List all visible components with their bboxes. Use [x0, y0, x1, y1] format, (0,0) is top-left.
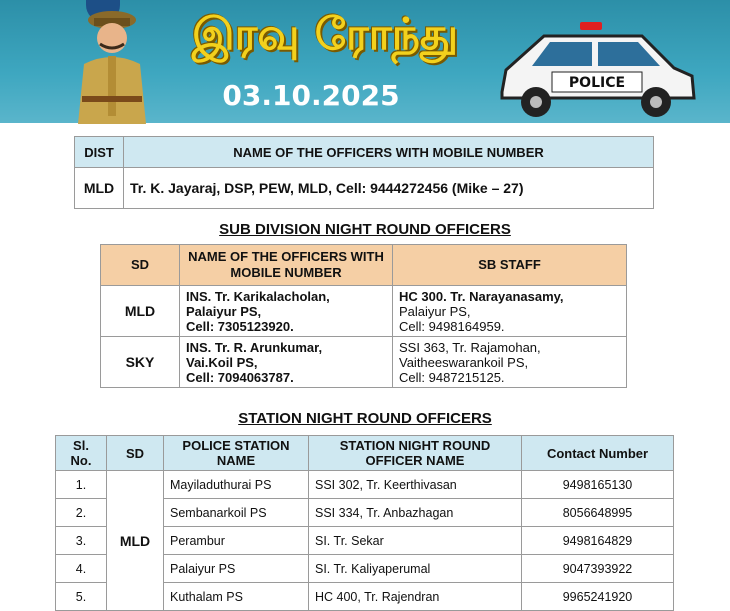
table-row	[56, 471, 674, 499]
contact-cell: 9498165130	[522, 471, 674, 499]
column-header-station: POLICE STATION NAME	[164, 436, 309, 471]
officer-cell: SI. Tr. Sekar	[309, 527, 522, 555]
officer-line: Cell: 7094063787.	[186, 369, 294, 385]
officer-cell: SSI 302, Tr. Keerthivasan	[309, 471, 522, 499]
officer-cell: Tr. K. Jayaraj, DSP, PEW, MLD, Cell: 9444272456 (Mike – 27)	[124, 168, 654, 209]
staff-line: Palaiyur PS,	[399, 303, 471, 319]
station-table	[55, 435, 674, 611]
table-row	[75, 168, 654, 209]
station-heading: STATION NIGHT ROUND OFFICERS	[238, 410, 492, 427]
subdivision-heading: SUB DIVISION NIGHT ROUND OFFICERS	[219, 221, 511, 238]
officer-line: Palaiyur PS,	[186, 303, 262, 319]
slno-cell: 5.	[56, 583, 107, 611]
staff-cell	[393, 286, 627, 337]
report-date: 03.10.2025	[222, 79, 400, 112]
column-header-officers: NAME OF THE OFFICERS WITH MOBILE NUMBER	[124, 137, 654, 168]
station-cell: Mayiladuthurai PS	[164, 471, 309, 499]
column-header-officers: NAME OF THE OFFICERS WITH MOBILE NUMBER	[180, 245, 393, 286]
table-row	[101, 286, 627, 337]
staff-line: Cell: 9487215125.	[399, 369, 505, 385]
district-table	[74, 136, 654, 209]
officer-line: Vai.Koil PS,	[186, 354, 258, 370]
station-cell: Perambur	[164, 527, 309, 555]
station-cell: Palaiyur PS	[164, 555, 309, 583]
staff-line: HC 300. Tr. Narayanasamy,	[399, 288, 564, 304]
sd-cell: MLD	[101, 286, 180, 337]
contact-cell: 9498164829	[522, 527, 674, 555]
slno-cell: 3.	[56, 527, 107, 555]
station-cell: Sembanarkoil PS	[164, 499, 309, 527]
sd-cell: SKY	[101, 337, 180, 388]
officer-line: Cell: 7305123920.	[186, 318, 294, 334]
staff-cell	[393, 337, 627, 388]
staff-line: SSI 363, Tr. Rajamohan,	[399, 339, 541, 355]
officer-cell: SSI 334, Tr. Anbazhagan	[309, 499, 522, 527]
slno-cell: 1.	[56, 471, 107, 499]
slno-cell: 4.	[56, 555, 107, 583]
header-banner	[0, 0, 730, 123]
sd-group-cell: MLD	[107, 471, 164, 611]
officer-cell	[180, 286, 393, 337]
dist-cell: MLD	[75, 168, 124, 209]
station-cell: Kuthalam PS	[164, 583, 309, 611]
table-row	[101, 337, 627, 388]
officer-cell: SI. Tr. Kaliyaperumal	[309, 555, 522, 583]
column-header-contact: Contact Number	[522, 436, 674, 471]
contact-cell: 9965241920	[522, 583, 674, 611]
police-car-icon	[492, 22, 700, 122]
officer-cell	[180, 337, 393, 388]
police-officer-icon	[64, 4, 160, 124]
officer-line: INS. Tr. Karikalacholan,	[186, 288, 330, 304]
column-header-officer: STATION NIGHT ROUND OFFICER NAME	[309, 436, 522, 471]
column-header-sd: SD	[107, 436, 164, 471]
slno-cell: 2.	[56, 499, 107, 527]
staff-line: Vaitheeswarankoil PS,	[399, 354, 529, 370]
column-header-slno: Sl. No.	[56, 436, 107, 471]
officer-line: INS. Tr. R. Arunkumar,	[186, 339, 323, 355]
page-title: இரவு ரோந்து	[191, 9, 459, 60]
car-label: POLICE	[568, 75, 626, 91]
column-header-sb-staff: SB STAFF	[393, 245, 627, 286]
contact-cell: 9047393922	[522, 555, 674, 583]
contact-cell: 8056648995	[522, 499, 674, 527]
column-header-sd: SD	[101, 245, 180, 286]
subdivision-table	[100, 244, 627, 388]
officer-cell: HC 400, Tr. Rajendran	[309, 583, 522, 611]
column-header-dist: DIST	[75, 137, 124, 168]
staff-line: Cell: 9498164959.	[399, 318, 505, 334]
